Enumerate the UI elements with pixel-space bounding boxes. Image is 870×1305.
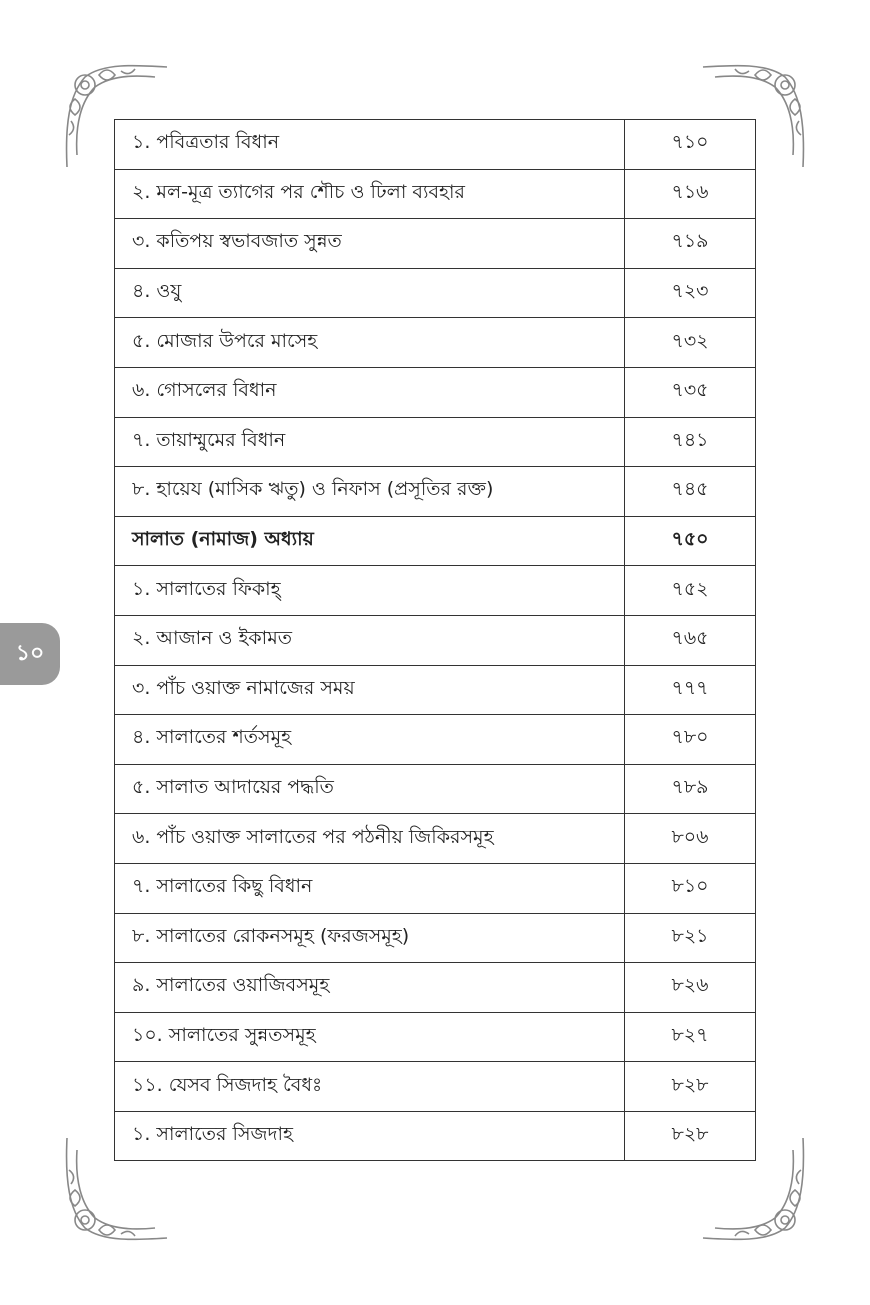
- toc-row: [115, 219, 756, 269]
- toc-title: ৫. সালাত আদায়ের পদ্ধতি: [115, 764, 625, 814]
- toc-title: ৫. মোজার উপরে মাসেহ: [115, 318, 625, 368]
- toc-row: [115, 963, 756, 1013]
- toc-title: ৮. হায়েয (মাসিক ঋতু) ও নিফাস (প্রসূতির রক্ত): [115, 467, 625, 517]
- toc-page: ৭৩৫: [625, 367, 756, 417]
- toc-page: ৭১০: [625, 120, 756, 170]
- toc-section-title: সালাত (নামাজ) অধ্যায়: [115, 516, 625, 566]
- toc-title: ১১. যেসব সিজদাহ বৈধঃ: [115, 1062, 625, 1112]
- toc-row: [115, 367, 756, 417]
- toc-page: ৭৪৫: [625, 467, 756, 517]
- toc-page: ৭৭৭: [625, 665, 756, 715]
- toc-title: ৯. সালাতের ওয়াজিবসমূহ: [115, 963, 625, 1013]
- toc-title: ১০. সালাতের সুন্নতসমূহ: [115, 1012, 625, 1062]
- toc-row: [115, 665, 756, 715]
- toc-row: [115, 1012, 756, 1062]
- toc-title: ৪. ওযু: [115, 268, 625, 318]
- toc-row: [115, 169, 756, 219]
- toc-row: [115, 1111, 756, 1161]
- toc-page: ৭১৬: [625, 169, 756, 219]
- toc-page: ৮২১: [625, 913, 756, 963]
- toc-row: [115, 814, 756, 864]
- toc-page: ৮২৮: [625, 1062, 756, 1112]
- toc-page: ৭৬৫: [625, 615, 756, 665]
- toc-title: ৩. কতিপয় স্বভাবজাত সুন্নত: [115, 219, 625, 269]
- toc-row: [115, 913, 756, 963]
- toc-row: [115, 120, 756, 170]
- toc-page: ৭৮০: [625, 715, 756, 765]
- toc-page: ৭৩২: [625, 318, 756, 368]
- toc-section-heading-row: [115, 516, 756, 566]
- toc-row: [115, 715, 756, 765]
- toc-page: ৮২৭: [625, 1012, 756, 1062]
- toc-title: ৩. পাঁচ ওয়াক্ত নামাজের সময়: [115, 665, 625, 715]
- toc-title: ৪. সালাতের শর্তসমূহ: [115, 715, 625, 765]
- toc-page: ৮২৬: [625, 963, 756, 1013]
- toc-page: ৮২৮: [625, 1111, 756, 1161]
- toc-title: ৭. তায়াম্মুমের বিধান: [115, 417, 625, 467]
- toc-title: ৬. পাঁচ ওয়াক্ত সালাতের পর পঠনীয় জিকিরসমূহ: [115, 814, 625, 864]
- toc-page: ৭৫০: [625, 516, 756, 566]
- toc-row: [115, 615, 756, 665]
- toc-row: [115, 417, 756, 467]
- toc-row: [115, 467, 756, 517]
- toc-title: ১. সালাতের সিজদাহ: [115, 1111, 625, 1161]
- toc-row: [115, 863, 756, 913]
- toc-title: ২. আজান ও ইকামত: [115, 615, 625, 665]
- toc-page: ৭৪১: [625, 417, 756, 467]
- page-number-label: ১০: [15, 640, 45, 666]
- toc-row: [115, 268, 756, 318]
- toc-page: ৮১০: [625, 863, 756, 913]
- page-number-tab: [0, 623, 60, 685]
- toc-row: [115, 764, 756, 814]
- toc-page: ৭১৯: [625, 219, 756, 269]
- toc-title: ২. মল-মূত্র ত্যাগের পর শৌচ ও ঢিলা ব্যবহার: [115, 169, 625, 219]
- toc-title: ১. পবিত্রতার বিধান: [115, 120, 625, 170]
- toc-row: [115, 318, 756, 368]
- toc-page: ৭৮৯: [625, 764, 756, 814]
- toc-page: ৮০৬: [625, 814, 756, 864]
- toc-row: [115, 566, 756, 616]
- toc-page: ৭৫২: [625, 566, 756, 616]
- toc-title: ৭. সালাতের কিছু বিধান: [115, 863, 625, 913]
- toc-title: ১. সালাতের ফিকাহ্: [115, 566, 625, 616]
- toc-row: [115, 1062, 756, 1112]
- toc-page: ৭২৩: [625, 268, 756, 318]
- toc-title: ৬. গোসলের বিধান: [115, 367, 625, 417]
- toc-title: ৮. সালাতের রোকনসমূহ (ফরজসমূহ): [115, 913, 625, 963]
- table-of-contents: [114, 119, 756, 1161]
